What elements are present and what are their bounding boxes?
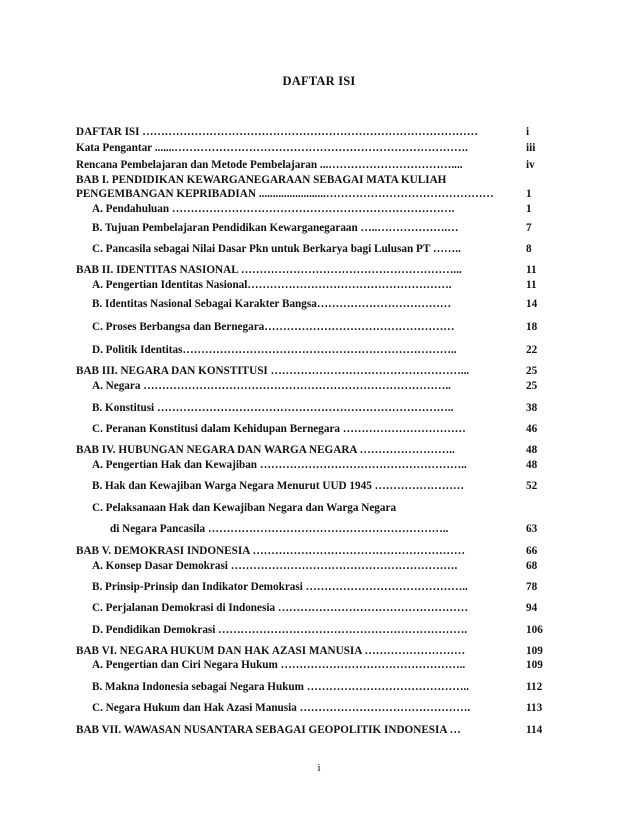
toc-entry-bab-4[interactable] (76, 443, 556, 457)
toc-entry-daftar-isi[interactable] (76, 125, 556, 139)
page-number: 113 (526, 702, 543, 714)
toc-entry-3b[interactable] (92, 401, 556, 415)
page-number: 48 (526, 459, 538, 471)
toc-entry-5c[interactable] (92, 601, 556, 615)
page-number: 66 (526, 545, 538, 557)
toc-entry-6a[interactable] (92, 658, 556, 672)
entry-label: PENGEMBANGAN KEPRIBADIAN ........................……………………………………… (76, 188, 494, 200)
page-number: 78 (526, 581, 538, 593)
page-number: 1 (526, 203, 532, 215)
toc-entry-3c[interactable] (92, 422, 556, 436)
toc-entry-2d[interactable] (92, 343, 556, 357)
page-number: 112 (526, 681, 543, 693)
toc-entry-6b[interactable] (92, 680, 556, 694)
entry-label: C. Pancasila sebagai Nilai Dasar Pkn untuk Berkarya bagi Lulusan PT …….. (92, 243, 461, 255)
entry-label: A. Pengertian dan Ciri Negara Hukum ………………………………………….. (92, 659, 466, 671)
toc-entry-1a[interactable] (92, 202, 556, 216)
page-number: 109 (526, 645, 543, 657)
page-title: DAFTAR ISI (282, 74, 356, 88)
page-number: 109 (526, 659, 543, 671)
toc-entry-bab-3[interactable] (76, 364, 556, 378)
entry-label: A. Konsep Dasar Demokrasi ……………………………………………………. (92, 560, 458, 572)
page-number: 48 (526, 444, 538, 456)
page-number: 1 (526, 188, 532, 200)
page-number: 63 (526, 523, 538, 535)
page-number: 8 (526, 243, 532, 255)
toc-entry-1b[interactable] (92, 221, 556, 235)
entry-label: B. Hak dan Kewajiban Warga Negara Menurut UUD 1945 …………………… (92, 480, 465, 492)
toc-entry-6c[interactable] (92, 701, 556, 715)
page-number: 46 (526, 423, 538, 435)
toc-entry-rencana-pembelajaran[interactable] (76, 158, 556, 172)
page-number: 94 (526, 602, 538, 614)
toc-entry-2c[interactable] (92, 320, 556, 334)
toc-entry-5b[interactable] (92, 580, 556, 594)
entry-label: Kata Pengantar .......……………………………………………………………………. (76, 142, 468, 154)
entry-label: B. Makna Indonesia sebagai Negara Hukum …………………………………….. (92, 681, 469, 693)
entry-label: D. Politik Identitas……………………………………………………………….. (92, 344, 457, 356)
toc-entry-bab-5[interactable] (76, 544, 556, 558)
page-number: iv (526, 159, 535, 171)
entry-label: BAB I. PENDIDIKAN KEWARGANEGARAAN SEBAGAI MATA KULIAH (76, 174, 447, 186)
page-number: 11 (526, 264, 537, 276)
page-number: iii (526, 142, 536, 154)
entry-label: B. Tujuan Pembelajaran Pendidikan Kewarganegaraan …..……………….… (92, 222, 459, 234)
page-number: 106 (526, 624, 543, 636)
toc-entry-kata-pengantar[interactable] (76, 141, 556, 155)
entry-label: BAB VII. WAWASAN NUSANTARA SEBAGAI GEOPOLITIK INDONESIA … (76, 724, 461, 736)
toc-entry-bab-7[interactable] (76, 723, 556, 737)
entry-label: di Negara Pancasila ……………………………………………………….. (110, 523, 449, 535)
toc-entry-4c-line2[interactable] (110, 522, 556, 536)
page-number: 52 (526, 480, 538, 492)
page-number: 38 (526, 402, 538, 414)
toc-entry-bab-1-line1[interactable] (76, 173, 556, 187)
entry-label: C. Perjalanan Demokrasi di Indonesia …………………………………………… (92, 602, 469, 614)
entry-label: BAB III. NEGARA DAN KONSTITUSI ……………………………………………... (76, 365, 470, 377)
page-number: 7 (526, 222, 532, 234)
entry-label: B. Prinsip-Prinsip dan Indikator Demokrasi …………………………………….. (92, 581, 468, 593)
toc-entry-4b[interactable] (92, 479, 556, 493)
toc-entry-2b[interactable] (92, 297, 556, 311)
entry-label: BAB IV. HUBUNGAN NEGARA DAN WARGA NEGARA …………………….. (76, 444, 455, 456)
entry-label: C. Proses Berbangsa dan Bernegara…………………………………………… (92, 321, 455, 333)
page-number: 18 (526, 321, 538, 333)
toc-entry-3a[interactable] (92, 379, 556, 393)
entry-label: C. Pelaksanaan Hak dan Kewajiban Negara dan Warga Negara (92, 502, 397, 514)
footer-page-number: i (317, 762, 321, 774)
page-number: 14 (526, 298, 538, 310)
toc-entry-bab-2[interactable] (76, 263, 556, 277)
entry-label: Rencana Pembelajaran dan Metode Pembelajaran ...…………………………….... (76, 159, 463, 171)
page-number: 114 (526, 724, 543, 736)
entry-label: BAB VI. NEGARA HUKUM DAN HAK AZASI MANUSIA ……………………… (76, 645, 466, 657)
entry-label: C. Peranan Konstitusi dalam Kehidupan Bernegara …………………………… (92, 423, 466, 435)
toc-entry-bab-1-line2[interactable] (76, 187, 556, 201)
toc-entry-4a[interactable] (92, 458, 556, 472)
page-number: 22 (526, 344, 538, 356)
entry-label: BAB II. IDENTITAS NASIONAL …………………………………………………... (76, 264, 462, 276)
page-number: 11 (526, 279, 537, 291)
entry-label: B. Identitas Nasional Sebagai Karakter Bangsa……………………………… (92, 298, 452, 310)
toc-entry-1c[interactable] (92, 242, 556, 256)
toc-entry-2a[interactable] (92, 278, 556, 292)
entry-label: B. Konstitusi …………………………………………………………………….. (92, 402, 454, 414)
page-number: 25 (526, 380, 538, 392)
entry-label: D. Pendidikan Demokrasi …………………………………………………………. (92, 624, 468, 636)
page-number: 25 (526, 365, 538, 377)
entry-label: DAFTAR ISI ……………………………………………………………………………… (76, 126, 478, 138)
page-number: i (526, 126, 530, 138)
page-number: 68 (526, 560, 538, 572)
toc-entry-bab-6[interactable] (76, 644, 556, 658)
toc-entry-4c-line1[interactable] (92, 501, 556, 515)
entry-label: A. Pendahuluan …………………………………………………………………. (92, 203, 455, 215)
entry-label: BAB V. DEMOKRASI INDONESIA ………………………………………………… (76, 545, 466, 557)
toc-entry-5d[interactable] (92, 623, 556, 637)
entry-label: C. Negara Hukum dan Hak Azasi Manusia ………………………………………. (92, 702, 471, 714)
entry-label: A. Negara ……………………………………………………………………….. (92, 380, 451, 392)
toc-entry-5a[interactable] (92, 559, 556, 573)
entry-label: A. Pengertian Hak dan Kewajiban ……………………………………………….. (92, 459, 467, 471)
entry-label: A. Pengertian Identitas Nasional………………………………………………. (92, 279, 452, 291)
